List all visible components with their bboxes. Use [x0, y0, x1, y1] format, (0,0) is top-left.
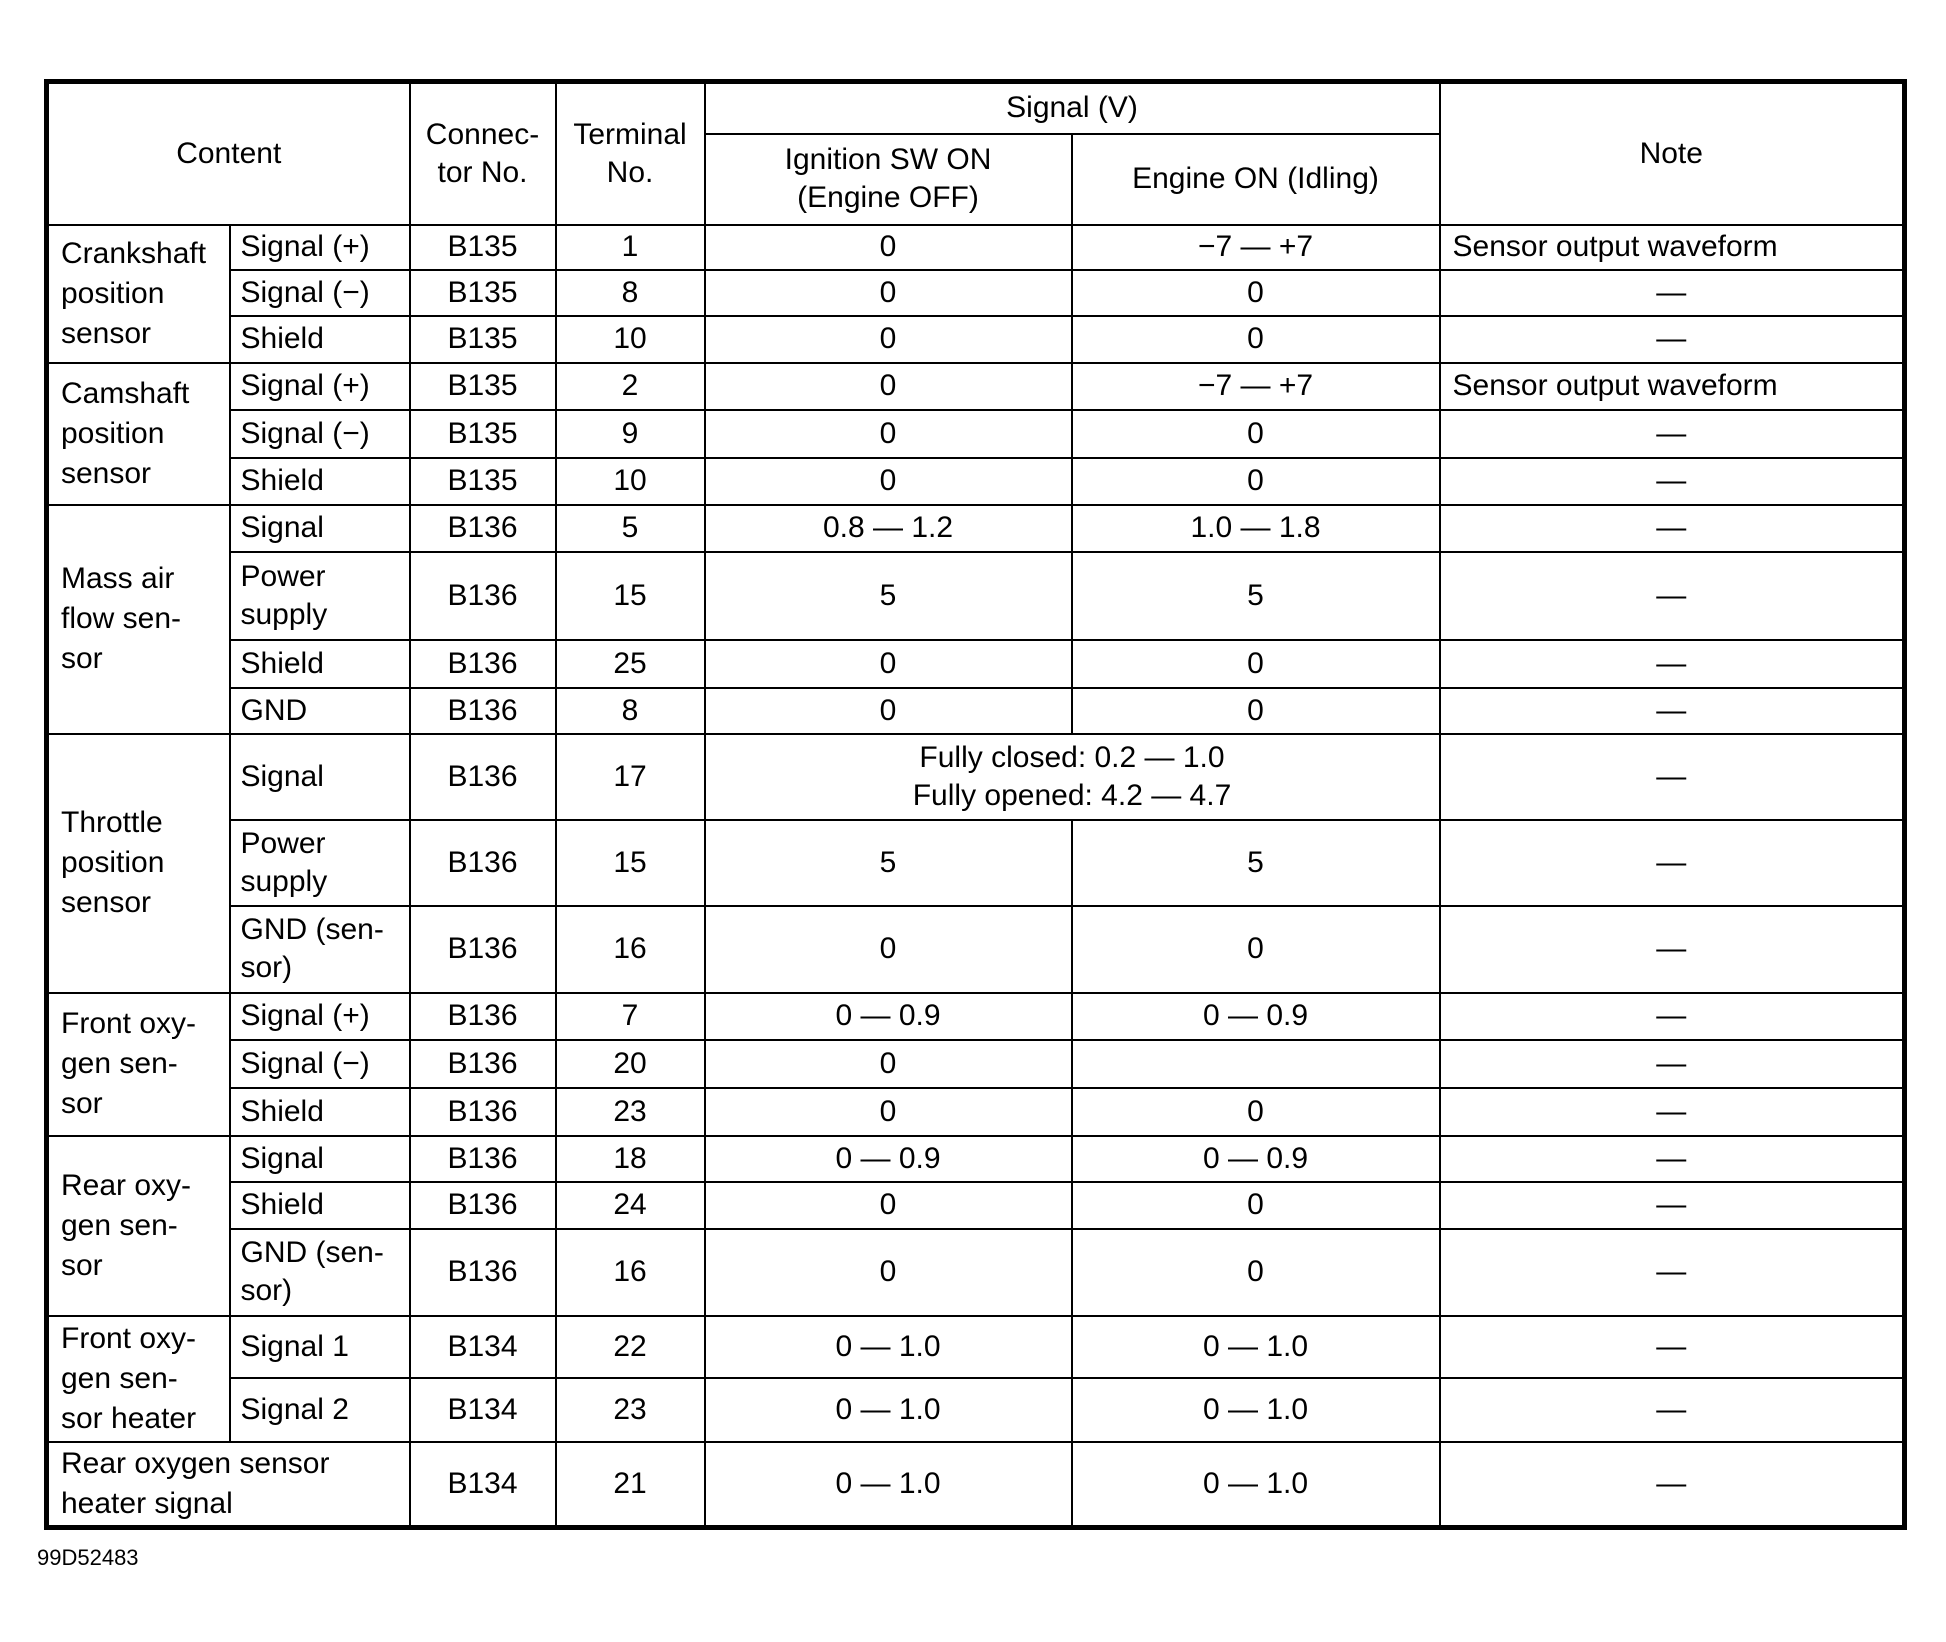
item-label: GND [230, 688, 410, 734]
terminal-no: 15 [556, 820, 705, 906]
table-row [47, 1088, 1905, 1136]
note: — [1440, 505, 1905, 552]
note: — [1440, 688, 1905, 734]
signal-engine-on: 0 [1072, 316, 1440, 363]
item-label: Shield [230, 316, 410, 363]
note: Sensor output waveform [1440, 363, 1905, 410]
signal-engine-on: 0 — 0.9 [1072, 1136, 1440, 1182]
table-row [47, 363, 1905, 410]
note: — [1440, 993, 1905, 1040]
item-label: Signal (−) [230, 270, 410, 316]
connector-no: B135 [410, 410, 556, 458]
terminal-no: 23 [556, 1378, 705, 1442]
note: — [1440, 270, 1905, 316]
note: — [1440, 410, 1905, 458]
item-label: Signal 1 [230, 1316, 410, 1378]
connector-no: B136 [410, 1040, 556, 1088]
table-row [47, 1136, 1905, 1182]
table-row [47, 225, 1905, 270]
table-row [47, 1229, 1905, 1316]
connector-no: B136 [410, 552, 556, 640]
signal-engine-on: 5 [1072, 552, 1440, 640]
signal-engine-on: 0 [1072, 688, 1440, 734]
note: — [1440, 552, 1905, 640]
terminal-no: 16 [556, 1229, 705, 1316]
connector-no: B136 [410, 1229, 556, 1316]
signal-engine-on [1072, 1040, 1440, 1088]
signal-ignition-on: 0 [705, 1088, 1072, 1136]
group-label: Front oxy- gen sen- sor [47, 993, 230, 1136]
note: — [1440, 734, 1905, 820]
terminal-no: 5 [556, 505, 705, 552]
signal-ignition-on: 0 [705, 1229, 1072, 1316]
signal-ignition-on: 0 [705, 906, 1072, 993]
group-label: Rear oxy- gen sen- sor [47, 1136, 230, 1316]
item-label: Signal (+) [230, 363, 410, 410]
signal-engine-on: 0 — 1.0 [1072, 1442, 1440, 1528]
terminal-no: 8 [556, 270, 705, 316]
signal-engine-on: −7 — +7 [1072, 363, 1440, 410]
signal-engine-on: 5 [1072, 820, 1440, 906]
signal-ignition-on: 0 [705, 458, 1072, 505]
signal-ignition-on: 0 [705, 640, 1072, 688]
signal-engine-on: −7 — +7 [1072, 225, 1440, 270]
terminal-no: 18 [556, 1136, 705, 1182]
signal-ignition-on: 0.8 — 1.2 [705, 505, 1072, 552]
item-label: GND (sen- sor) [230, 906, 410, 993]
signal-ignition-on: 0 [705, 270, 1072, 316]
connector-no: B136 [410, 640, 556, 688]
table-row [47, 458, 1905, 505]
terminal-no: 2 [556, 363, 705, 410]
connector-no: B136 [410, 734, 556, 820]
item-label: Signal (+) [230, 225, 410, 270]
item-label: Signal (−) [230, 410, 410, 458]
group-label: Throttle position sensor [47, 734, 230, 993]
signal-ignition-on: 0 — 1.0 [705, 1378, 1072, 1442]
signal-engine-on: 0 [1072, 906, 1440, 993]
table-row [47, 688, 1905, 734]
terminal-no: 21 [556, 1442, 705, 1528]
signal-ignition-on: 0 [705, 225, 1072, 270]
item-label: Signal [230, 505, 410, 552]
terminal-no: 24 [556, 1182, 705, 1229]
signal-ignition-on: 5 [705, 820, 1072, 906]
signal-ignition-on: 0 — 0.9 [705, 1136, 1072, 1182]
signal-engine-on: 0 [1072, 640, 1440, 688]
table-row [47, 1378, 1905, 1442]
connector-no: B135 [410, 225, 556, 270]
item-label: GND (sen- sor) [230, 1229, 410, 1316]
terminal-no: 1 [556, 225, 705, 270]
figure-code: 99D52483 [37, 1545, 139, 1570]
note: — [1440, 1442, 1905, 1528]
header-connector: Connec- tor No. [410, 82, 556, 225]
connector-no: B136 [410, 1182, 556, 1229]
note: — [1440, 1040, 1905, 1088]
connector-no: B136 [410, 820, 556, 906]
signal-ignition-on: 0 [705, 1182, 1072, 1229]
connector-no: B136 [410, 688, 556, 734]
connector-no: B134 [410, 1442, 556, 1528]
table-row [47, 640, 1905, 688]
signal-engine-on: 1.0 — 1.8 [1072, 505, 1440, 552]
signal-ignition-on: 0 [705, 363, 1072, 410]
signal-ignition-on: 0 — 1.0 [705, 1442, 1072, 1528]
signal-engine-on: 0 — 0.9 [1072, 993, 1440, 1040]
signal-engine-on: 0 — 1.0 [1072, 1378, 1440, 1442]
signal-ignition-on: 0 [705, 688, 1072, 734]
signal-ignition-on: 0 — 0.9 [705, 993, 1072, 1040]
item-label: Signal [230, 1136, 410, 1182]
signal-ignition-on: 0 — 1.0 [705, 1316, 1072, 1378]
connector-no: B135 [410, 458, 556, 505]
terminal-no: 17 [556, 734, 705, 820]
header-note: Note [1440, 82, 1905, 225]
terminal-no: 7 [556, 993, 705, 1040]
note: — [1440, 1136, 1905, 1182]
item-label: Shield [230, 458, 410, 505]
signal-engine-on: 0 — 1.0 [1072, 1316, 1440, 1378]
table-row [47, 993, 1905, 1040]
signal-engine-on: 0 [1072, 458, 1440, 505]
table-row [47, 270, 1905, 316]
connector-no: B135 [410, 270, 556, 316]
connector-no: B135 [410, 316, 556, 363]
connector-no: B136 [410, 906, 556, 993]
table-row [47, 505, 1905, 552]
signal-engine-on: 0 [1072, 1229, 1440, 1316]
terminal-no: 25 [556, 640, 705, 688]
table-row [47, 906, 1905, 993]
terminal-no: 16 [556, 906, 705, 993]
signal-merged: Fully closed: 0.2 — 1.0 Fully opened: 4.2 — 4.7 [705, 734, 1440, 820]
terminal-no: 20 [556, 1040, 705, 1088]
header-content: Content [47, 82, 410, 225]
group-label: Crankshaft position sensor [47, 225, 230, 363]
connector-no: B134 [410, 1378, 556, 1442]
terminal-voltage-table [44, 79, 1907, 1530]
table-row [47, 552, 1905, 640]
item-label: Shield [230, 1182, 410, 1229]
item-label: Signal (−) [230, 1040, 410, 1088]
item-label: Signal 2 [230, 1378, 410, 1442]
group-label: Front oxy- gen sen- sor heater [47, 1316, 230, 1442]
table-row [47, 410, 1905, 458]
table-row [47, 820, 1905, 906]
signal-engine-on: 0 [1072, 270, 1440, 316]
item-label: Power supply [230, 552, 410, 640]
note: — [1440, 820, 1905, 906]
signal-engine-on: 0 [1072, 1088, 1440, 1136]
note: — [1440, 1229, 1905, 1316]
terminal-no: 10 [556, 316, 705, 363]
header-engine-on: Engine ON (Idling) [1072, 134, 1440, 225]
header-ignition-on: Ignition SW ON (Engine OFF) [705, 134, 1072, 225]
terminal-no: 15 [556, 552, 705, 640]
item-label: Shield [230, 1088, 410, 1136]
item-label: Shield [230, 640, 410, 688]
note: — [1440, 1088, 1905, 1136]
signal-ignition-on: 0 [705, 410, 1072, 458]
table-row [47, 1442, 1905, 1528]
note: — [1440, 640, 1905, 688]
group-label: Mass air flow sen- sor [47, 505, 230, 734]
note: — [1440, 316, 1905, 363]
connector-no: B136 [410, 1088, 556, 1136]
header-terminal: Terminal No. [556, 82, 705, 225]
group-label: Rear oxygen sensor heater signal [47, 1442, 410, 1528]
table-row [47, 1182, 1905, 1229]
signal-engine-on: 0 [1072, 1182, 1440, 1229]
signal-engine-on: 0 [1072, 410, 1440, 458]
terminal-no: 22 [556, 1316, 705, 1378]
item-label: Signal [230, 734, 410, 820]
terminal-no: 23 [556, 1088, 705, 1136]
connector-no: B135 [410, 363, 556, 410]
item-label: Signal (+) [230, 993, 410, 1040]
terminal-no: 10 [556, 458, 705, 505]
note: — [1440, 906, 1905, 993]
note: Sensor output waveform [1440, 225, 1905, 270]
table-row [47, 734, 1905, 820]
signal-ignition-on: 5 [705, 552, 1072, 640]
header-signal-group: Signal (V) [705, 82, 1440, 134]
note: — [1440, 1378, 1905, 1442]
table-body [47, 225, 1905, 1528]
item-label: Power supply [230, 820, 410, 906]
table-row [47, 1040, 1905, 1088]
note: — [1440, 458, 1905, 505]
group-label: Camshaft position sensor [47, 363, 230, 505]
connector-no: B136 [410, 1136, 556, 1182]
terminal-no: 9 [556, 410, 705, 458]
note: — [1440, 1182, 1905, 1229]
terminal-no: 8 [556, 688, 705, 734]
table-row [47, 316, 1905, 363]
table-row [47, 1316, 1905, 1378]
note: — [1440, 1316, 1905, 1378]
connector-no: B136 [410, 505, 556, 552]
signal-ignition-on: 0 [705, 1040, 1072, 1088]
connector-no: B136 [410, 993, 556, 1040]
connector-no: B134 [410, 1316, 556, 1378]
signal-ignition-on: 0 [705, 316, 1072, 363]
